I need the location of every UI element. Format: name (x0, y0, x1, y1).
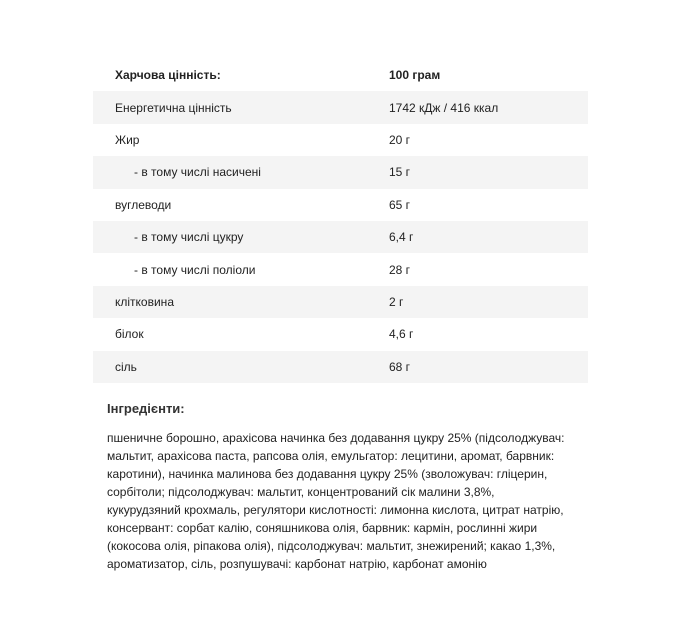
table-row (93, 221, 588, 253)
header-name-cell: Харчова цінність: (115, 68, 221, 83)
nutrient-value: 6,4 г (389, 230, 414, 245)
nutrient-value: 4,6 г (389, 327, 414, 342)
nutrient-name: клітковина (115, 294, 174, 309)
nutrition-table (93, 59, 588, 383)
nutrient-value: 68 г (389, 359, 411, 374)
table-row (93, 286, 588, 318)
nutrient-name: вуглеводи (115, 197, 172, 212)
table-row (93, 189, 588, 221)
table-row (93, 91, 588, 123)
table-row (93, 156, 588, 188)
ingredients-section (107, 401, 567, 573)
nutrient-value: 65 г (389, 197, 411, 212)
ingredients-title: Інгредієнти: (107, 401, 185, 416)
table-row (93, 318, 588, 350)
nutrient-name: - в тому числі цукру (134, 230, 244, 245)
nutrient-name: Жир (115, 132, 140, 147)
nutrient-name: білок (115, 327, 144, 342)
nutrient-value: 28 г (389, 262, 411, 277)
nutrient-name: - в тому числі насичені (134, 165, 261, 180)
nutrient-name: сіль (115, 359, 137, 374)
nutrient-name: - в тому числі поліоли (134, 262, 256, 277)
header-value-cell: 100 грам (389, 68, 441, 83)
table-row (93, 351, 588, 383)
nutrient-name: Енергетична цінність (115, 100, 232, 115)
nutrient-value: 1742 кДж / 416 ккал (389, 100, 499, 115)
nutrient-value: 2 г (389, 294, 404, 309)
table-row (93, 253, 588, 285)
nutrient-value: 20 г (389, 132, 411, 147)
table-row (93, 124, 588, 156)
nutrient-value: 15 г (389, 165, 411, 180)
ingredients-text: пшеничне борошно, арахісова начинка без додавання цукру 25% (підсолоджувач: мальтит, арахісова паста, рапсова олія, емульгатор: лецитини, аромат, барвник: каротини), начинка малинова без додавання цукру 25% (зволожувач: гліцерин, сорбітоли; підсолоджувач: мальтит, концентрований сік малини 3,8%, кукурудзяний крохмаль, регулятори кислотності: лимонна кислота, цитрат натрію, консервант: сорбат калію, соняшникова олія, барвник: кармін, рослинні жири (кокосова олія, ріпакова олія), підсолоджувач: мальтит, знежирений; какао 1,3%, ароматизатор, сіль, розпушувачі: карбонат натрію, карбонат амонію (107, 431, 565, 571)
table-header-row (93, 59, 588, 91)
